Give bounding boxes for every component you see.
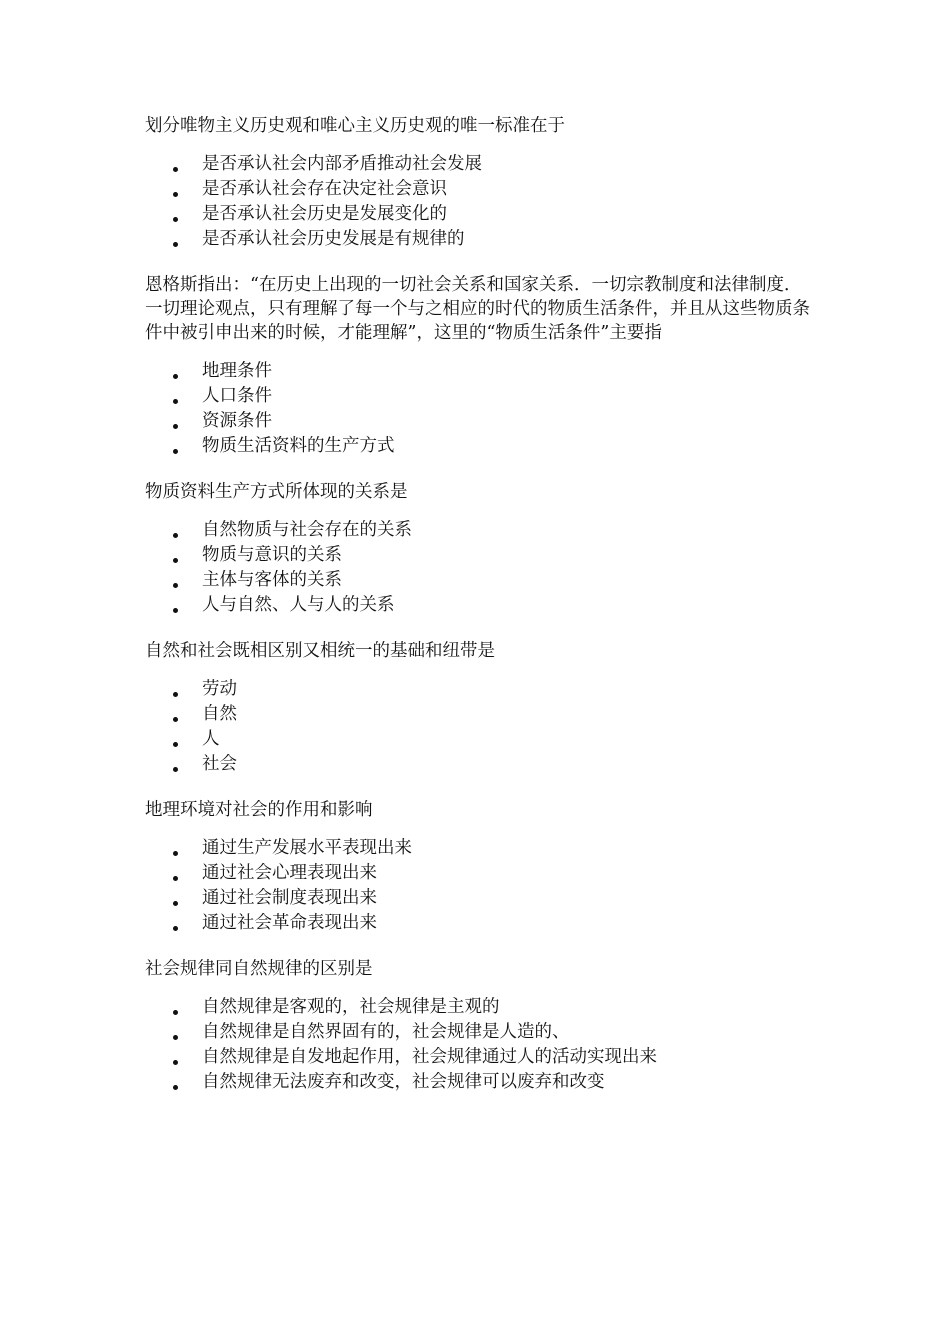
option-item [145,543,810,568]
option-label: 自然规律是自发地起作用，社会规律通过人的活动实现出来 [202,1047,657,1067]
bullet-icon [173,399,178,404]
option-list [145,152,810,252]
option-item [145,409,810,434]
question-block-1 [145,114,810,252]
bullet-icon [173,851,178,856]
question-text: 物质资料生产方式所体现的关系是 [145,482,408,502]
option-item [145,886,810,911]
bullet-icon [173,926,178,931]
bullet-icon [173,901,178,906]
option-label: 通过社会制度表现出来 [202,888,377,908]
bullet-icon [173,1060,178,1065]
question-block-6 [145,957,810,1095]
option-list [145,359,810,459]
option-item [145,177,810,202]
question-text: 自然和社会既相区别又相统一的基础和纽带是 [145,641,495,661]
option-item [145,677,810,702]
option-label: 社会 [202,754,237,774]
option-label: 自然规律是自然界固有的，社会规律是人造的、 [202,1022,570,1042]
option-label: 主体与客体的关系 [202,570,342,590]
question-text: 社会规律同自然规律的区别是 [145,959,373,979]
option-item [145,1045,810,1070]
option-item [145,727,810,752]
option-list [145,518,810,618]
bullet-icon [173,167,178,172]
option-label: 自然规律无法废弃和改变，社会规律可以废弃和改变 [202,1072,605,1092]
bullet-icon [173,424,178,429]
question-block-5 [145,798,810,936]
option-label: 资源条件 [202,411,272,431]
option-item [145,911,810,936]
bullet-icon [173,583,178,588]
bullet-icon [173,742,178,747]
option-item [145,995,810,1020]
option-label: 人口条件 [202,386,272,406]
bullet-icon [173,717,178,722]
option-item [145,836,810,861]
option-label: 是否承认社会内部矛盾推动社会发展 [202,154,482,174]
bullet-icon [173,1085,178,1090]
option-label: 物质与意识的关系 [202,545,342,565]
bullet-icon [173,533,178,538]
option-list [145,677,810,777]
option-item [145,1020,810,1045]
option-label: 自然物质与社会存在的关系 [202,520,412,540]
option-label: 人与自然、人与人的关系 [202,595,395,615]
option-item [145,227,810,252]
option-label: 是否承认社会存在决定社会意识 [202,179,447,199]
bullet-icon [173,217,178,222]
bullet-icon [173,767,178,772]
option-label: 物质生活资料的生产方式 [202,436,395,456]
option-list [145,836,810,936]
question-text: 划分唯物主义历史观和唯心主义历史观的唯一标准在于 [145,116,565,136]
option-label: 人 [202,729,220,749]
option-label: 是否承认社会历史是发展变化的 [202,204,447,224]
option-label: 地理条件 [202,361,272,381]
option-item [145,518,810,543]
option-item [145,1070,810,1095]
option-item [145,359,810,384]
bullet-icon [173,374,178,379]
option-list [145,995,810,1095]
question-block-4 [145,639,810,777]
bullet-icon [173,1010,178,1015]
option-label: 劳动 [202,679,237,699]
option-item [145,384,810,409]
bullet-icon [173,242,178,247]
option-item [145,434,810,459]
bullet-icon [173,558,178,563]
option-item [145,568,810,593]
question-block-2 [145,273,810,459]
option-item [145,202,810,227]
option-item [145,861,810,886]
option-item [145,593,810,618]
bullet-icon [173,692,178,697]
option-item [145,702,810,727]
bullet-icon [173,1035,178,1040]
bullet-icon [173,449,178,454]
bullet-icon [173,876,178,881]
bullet-icon [173,608,178,613]
option-label: 通过社会革命表现出来 [202,913,377,933]
question-block-3 [145,480,810,618]
option-item [145,152,810,177]
option-label: 自然规律是客观的，社会规律是主观的 [202,997,500,1017]
option-label: 通过生产发展水平表现出来 [202,838,412,858]
option-item [145,752,810,777]
question-list [145,114,810,1116]
option-label: 是否承认社会历史发展是有规律的 [202,229,465,249]
option-label: 自然 [202,704,237,724]
option-label: 通过社会心理表现出来 [202,863,377,883]
question-text: 恩格斯指出：“在历史上出现的一切社会关系和国家关系．一切宗教制度和法律制度．一切理论观点，只有理解了每一个与之相应的时代的物质生活条件，并且从这些物质条件中被引申出来的时候，才能理解”，这里的“物质生活条件”主要指 [145,275,810,343]
question-text: 地理环境对社会的作用和影响 [145,800,373,820]
bullet-icon [173,192,178,197]
